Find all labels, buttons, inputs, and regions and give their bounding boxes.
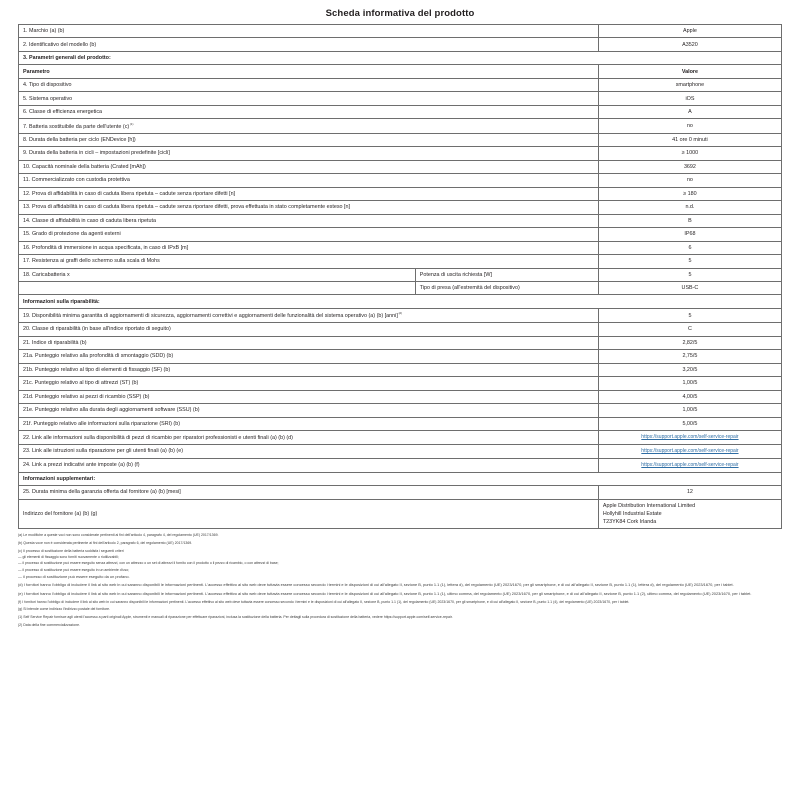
row-label: 21. Indice di riparabilità (b) bbox=[19, 336, 599, 349]
row-label: 2. Identificativo del modello (b) bbox=[19, 38, 599, 51]
section-header: Informazioni supplementari: bbox=[19, 472, 782, 485]
product-data-table bbox=[18, 24, 782, 529]
row-value: ≥ 1000 bbox=[598, 147, 781, 160]
table-body bbox=[19, 25, 782, 529]
table-row bbox=[19, 363, 782, 376]
table-row bbox=[19, 445, 782, 459]
row-label: 5. Sistema operativo bbox=[19, 92, 599, 105]
table-row bbox=[19, 38, 782, 51]
row-label: 21f. Punteggio relativo alle informazioni sulla riparazione (SRI) (b) bbox=[19, 417, 599, 430]
row-value: A3520 bbox=[598, 38, 781, 51]
section-header: 3. Parametri generali del prodotto: bbox=[19, 51, 782, 64]
row-label: 17. Resistenza ai graffi dello schermo sulla scala di Mohs bbox=[19, 255, 599, 268]
table-row bbox=[19, 119, 782, 133]
footnote: — il processo di sostituzione può essere eseguito in un ambiente d'uso; bbox=[18, 567, 129, 572]
row-sublabel: Tipo di presa (all'estremità del dispositivo) bbox=[415, 282, 598, 295]
table-row bbox=[19, 174, 782, 187]
row-value: A bbox=[598, 105, 781, 118]
footnote: (1) Self Service Repair fornisce agli utenti l'accesso a parti originali Apple, strumenti e manuali di riparazione per effettuare riparazioni, inclusa la sostituzione della batteria. Per dettagli sulla procedura di sostituzione della batteria, vedere https://support.apple.com/self-service-repair. bbox=[18, 615, 453, 620]
row-value: C bbox=[598, 323, 781, 336]
table-row bbox=[19, 133, 782, 146]
table-row bbox=[19, 160, 782, 173]
row-label: 22. Link alle informazioni sulla disponibilità di pezzi di ricambio per riparatori professionisti e utenti finali (a) (b) (d) bbox=[19, 431, 599, 445]
table-row bbox=[19, 377, 782, 390]
row-value: IP68 bbox=[598, 228, 781, 241]
row-value: 3692 bbox=[598, 160, 781, 173]
table-row bbox=[19, 51, 782, 64]
column-header-parameter: Parametro bbox=[19, 65, 599, 78]
footnote: (g) Si intende come indirizzo l'indirizzo postale del fornitore. bbox=[18, 607, 111, 612]
table-row bbox=[19, 308, 782, 322]
row-label: 18. Caricabatteria x bbox=[19, 268, 416, 281]
footnote: (2) Data della fine commercializzazione. bbox=[18, 622, 81, 627]
row-value: 3,20/5 bbox=[598, 363, 781, 376]
row-value: 6 bbox=[598, 241, 781, 254]
address-line: Apple Distribution International Limited bbox=[602, 502, 696, 509]
footnote-marker: (d) bbox=[397, 311, 403, 316]
row-label: 23. Link alle istruzioni sulla riparazione per gli utenti finali (a) (b) (e) bbox=[19, 445, 599, 459]
table-row bbox=[19, 472, 782, 485]
row-label: 11. Commercializzato con custodia protettiva bbox=[19, 174, 599, 187]
row-label: 25. Durata minima della garanzia offerta dal fornitore (a) (b) [mesi] bbox=[19, 486, 599, 499]
row-label bbox=[19, 282, 416, 295]
table-row bbox=[19, 187, 782, 200]
row-value: 2,75/5 bbox=[598, 350, 781, 363]
row-label: 7. Batteria sostituibile da parte dell'utente (c) $^{(1)}$ bbox=[19, 119, 599, 133]
row-value: 1,00/5 bbox=[598, 377, 781, 390]
row-value: iOS bbox=[598, 92, 781, 105]
row-label: 21e. Punteggio relativo alla durata degli aggiornamenti software (SSU) (b) bbox=[19, 404, 599, 417]
table-row bbox=[19, 323, 782, 336]
table-row bbox=[19, 241, 782, 254]
table-row bbox=[19, 336, 782, 349]
table-row bbox=[19, 92, 782, 105]
row-label: 21a. Punteggio relativo alla profondità di smontaggio (SDD) (b) bbox=[19, 350, 599, 363]
table-row bbox=[19, 147, 782, 160]
row-value: Apple bbox=[598, 25, 781, 38]
row-value: 5 bbox=[598, 308, 781, 322]
table-row bbox=[19, 390, 782, 403]
table-row bbox=[19, 431, 782, 445]
footnote-marker: (1) bbox=[129, 121, 134, 126]
row-value: smartphone bbox=[598, 78, 781, 91]
page-title: Scheda informativa del prodotto bbox=[325, 8, 475, 19]
row-value: 2,82/5 bbox=[598, 336, 781, 349]
repair-link[interactable]: https://support.apple.com/self-service-repair bbox=[641, 448, 739, 455]
footnote: (d) I fornitori hanno l'obbligo di includere il link al sito web in cui saranno disponibili le informazioni pertinenti. L'accesso effettivo al sito web deve tuttavia essere concesso secondo i termini e le disposizioni di cui all'allegato II, sezione B, punto 1.1 (1), lettera d), del regolamento (UE) 2023/1670, per gli smartphone, e di cui all'allegato II, sezione B, punto 1.1 (1), lettera d), del regolamento (UE) 2023/1670, per i tablet. bbox=[18, 582, 734, 588]
row-label: Indirizzo del fornitore (a) (b) (g) bbox=[19, 499, 599, 529]
row-label: 1. Marchio (a) (b) bbox=[19, 25, 599, 38]
footnote: — il processo di sostituzione può essere eseguito da un profano. bbox=[18, 573, 130, 579]
row-value: 41 ore 0 minuti bbox=[598, 133, 781, 146]
row-label: 9. Durata della batteria in cicli – impostazioni predefinite [cicli] bbox=[19, 147, 599, 160]
row-value: no bbox=[598, 174, 781, 187]
footnotes bbox=[18, 533, 782, 628]
row-value: n.d. bbox=[598, 201, 781, 214]
row-label: 8. Durata della batteria per ciclo (ENDevice [h]) bbox=[19, 133, 599, 146]
row-value: 5,00/5 bbox=[598, 417, 781, 430]
row-label: 15. Grado di protezione da agenti esterni bbox=[19, 228, 599, 241]
table-row bbox=[19, 486, 782, 499]
row-value: 4,00/5 bbox=[598, 390, 781, 403]
row-value: 5 bbox=[598, 268, 781, 281]
table-row bbox=[19, 417, 782, 430]
row-value-link[interactable] bbox=[598, 431, 781, 445]
row-value-link[interactable] bbox=[598, 458, 781, 472]
footnote: (a) Le modifiche a queste voci non sono considerate pertinenti ai fini dell'articolo 4, paragrafo 4, del regolamento (UE) 2017/1369. bbox=[18, 533, 219, 538]
row-label: 19. Disponibilità minima garantita di aggiornamenti di sicurezza, aggiornamenti correttivi e aggiornamenti delle funzionalità del sistema operativo (a) (b) [anni] $^{(d)}$ bbox=[19, 308, 599, 322]
row-label: 21c. Punteggio relativo al tipo di attrezzi (ST) (b) bbox=[19, 377, 599, 390]
row-label: 12. Prova di affidabilità in caso di caduta libera ripetuta – cadute senza riportare difetti [n] bbox=[19, 187, 599, 200]
table-row bbox=[19, 105, 782, 118]
table-row bbox=[19, 255, 782, 268]
footnote: (b) Questa voce non è considerata pertinente ai fini dell'articolo 2, paragrafo 6, del regolamento (UE) 2017/1369. bbox=[18, 541, 193, 546]
row-label: 10. Capacità nominale della batteria (Crated [mAh]) bbox=[19, 160, 599, 173]
table-row bbox=[19, 350, 782, 363]
table-row bbox=[19, 458, 782, 472]
row-value: 5 bbox=[598, 255, 781, 268]
repair-link[interactable]: https://support.apple.com/self-service-repair bbox=[641, 434, 739, 441]
row-label: 14. Classe di affidabilità in caso di caduta libera ripetuta bbox=[19, 214, 599, 227]
footnote: (e) I fornitori hanno l'obbligo di includere il link al sito web in cui saranno disponibili le informazioni pertinenti. L'accesso effettivo al sito web deve tuttavia essere concesso secondo i termini e le disposizioni di cui all'allegato II, sezione B, punto 1.1 (1), ultimo comma, del regolamento (UE) 2023/1670, per gli smartphone, e di cui all'allegato II, sezione B, punto 1.1 (2), ultimo comma, del regolamento (UE) 2023/1670, per i tablet. bbox=[18, 590, 752, 596]
repair-link[interactable]: https://support.apple.com/self-service-repair bbox=[641, 462, 739, 469]
row-value-link[interactable] bbox=[598, 445, 781, 459]
table-row bbox=[19, 201, 782, 214]
table-row bbox=[19, 228, 782, 241]
table-row bbox=[19, 25, 782, 38]
footnote: — il processo di sostituzione può essere eseguito senza attrezzi, con un attrezzo o un set di attrezzi il fornito con il prodotto o il pezzo di ricambio, o con attrezzi di base; bbox=[18, 561, 279, 566]
row-label: 21b. Punteggio relativo al tipo di elementi di fissaggio (SF) (b) bbox=[19, 363, 599, 376]
row-label: 13. Prova di affidabilità in caso di caduta libera ripetuta – cadute senza riportare difetti, prova effettuata in stato completamente esteso [n] bbox=[19, 201, 599, 214]
footnote: — gli elementi di fissaggio sono forniti nuovamente o riutilizzabili; bbox=[18, 555, 119, 560]
row-label: 21d. Punteggio relativo ai pezzi di ricambio (SSP) (b) bbox=[19, 390, 599, 403]
row-label: 4. Tipo di dispositivo bbox=[19, 78, 599, 91]
row-value: 12 bbox=[598, 486, 781, 499]
row-label: 24. Link a prezzi indicativi ante imposte (a) (b) (f) bbox=[19, 458, 599, 472]
table-row bbox=[19, 295, 782, 308]
row-label: 16. Profondità di immersione in acqua specificata, in caso di IPxB [m] bbox=[19, 241, 599, 254]
row-value: no bbox=[598, 119, 781, 133]
table-row bbox=[19, 214, 782, 227]
section-header: Informazioni sulla riparabilità: bbox=[19, 295, 782, 308]
footnote: (c) Il processo di sostituzione della batteria soddisfa i seguenti criteri bbox=[18, 548, 124, 553]
row-label: 6. Classe di efficienza energetica bbox=[19, 105, 599, 118]
row-value: ≥ 180 bbox=[598, 187, 781, 200]
table-row bbox=[19, 404, 782, 417]
table-row bbox=[19, 268, 782, 281]
table-row bbox=[19, 499, 782, 529]
row-value: 1,00/5 bbox=[598, 404, 781, 417]
footnote: (f) I fornitori hanno l'obbligo di includere il link al sito web in cui saranno disponibili le informazioni pertinenti. L'accesso effettivo al sito web deve tuttavia essere concesso secondo i termini e le disposizioni di cui all'allegato II, sezione B, punto 1.1 (1), del regolamento (UE) 2023/1670, per gli smartphone, e di cui all'allegato II, sezione B, punto 1.1 (4), del regolamento (UE) 2023/1670, per i tablet. bbox=[18, 599, 630, 604]
supplier-address bbox=[598, 499, 781, 529]
table-row bbox=[19, 65, 782, 78]
column-header-value: Valore bbox=[598, 65, 781, 78]
table-row bbox=[19, 78, 782, 91]
table-row bbox=[19, 282, 782, 295]
address-line: Hollyhill Industrial Estate bbox=[602, 511, 662, 518]
row-value: USB-C bbox=[598, 282, 781, 295]
row-value: B bbox=[598, 214, 781, 227]
address-line: T23YK84 Cork Irlanda bbox=[602, 519, 657, 526]
row-label: 20. Classe di riparabilità (in base all'indice riportato di seguito) bbox=[19, 323, 599, 336]
row-sublabel: Potenza di uscita richiesta [W] bbox=[415, 268, 598, 281]
